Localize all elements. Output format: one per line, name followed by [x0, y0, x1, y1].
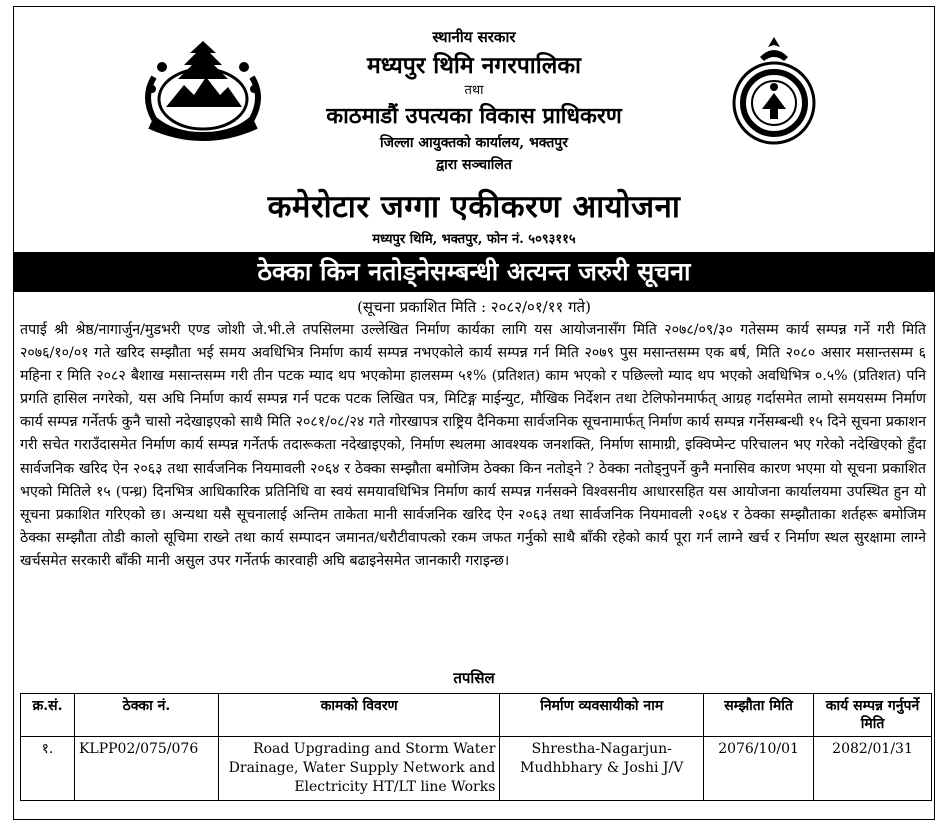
- table-header-row: [21, 694, 932, 737]
- notice-banner: ठेक्का किन नतोड्नेसम्बन्धी अत्यन्त जरुरी सूचना: [14, 252, 934, 292]
- local-government-label: स्थानीय सरकार: [432, 28, 516, 46]
- municipality-name: मध्यपुर थिमि नगरपालिका: [367, 52, 581, 79]
- district-office-name: जिल्ला आयुक्तको कार्यालय, भक्तपुर: [380, 135, 568, 151]
- conjunction-label: तथा: [464, 83, 484, 98]
- col-header-sn: क्र.सं.: [21, 694, 75, 737]
- cell-agreement-date: 2076/10/01: [704, 737, 814, 801]
- operated-by-label: द्वारा सञ्चालित: [436, 157, 512, 173]
- contract-table: [20, 693, 932, 801]
- col-header-agreement-date: सम्झौता मिति: [704, 694, 814, 737]
- table-row: [21, 737, 932, 801]
- col-header-completion-date: कार्य सम्पन्न गर्नुपर्ने मिति: [814, 694, 932, 737]
- cell-completion-date: 2082/01/31: [814, 737, 932, 801]
- notice-frame: [13, 6, 935, 820]
- project-title: कमेरोटार जग्गा एकीकरण आयोजना: [267, 189, 681, 225]
- cell-contractor: Shrestha-Nagarjun-Mudhbhary & Joshi J/V: [500, 737, 704, 801]
- notice-body: तपाई श्री श्रेष्ठ/नागार्जुन/मुडभरी एण्ड जोशी जे.भी.ले तपसिलमा उल्लेखित निर्माण कार्यका लागि यस आयोजनासँग मिति २०७८/०९/३० गतेसम्म कार्य सम्पन्न गर्ने गरी मिति २०७६/१०/०१ गते खरिद सम्झौता भई समय अवधिभित्र निर्माण कार्य सम्पन्न नभएकोले कार्य सम्पन्न गर्न मिति २०७९ पुस मसान्तसम्म एक बर्ष, मिति २०८० असार मसान्तसम्म ६ महिना र मिति २०८२ बैशाख मसान्तसम्म गरी तीन पटक म्याद थप भएकोमा हालसम्म ५१% (प्रतिशत) काम भएको र पछिल्लो म्याद थप भएको अवधिभित्र ०.५% (प्रतिशत) पनि प्रगति हासिल नगरेको, यस अघि निर्माण कार्य सम्पन्न गर्न पटक पटक लिखित पत्र, मिटिङ्ग माईन्युट, मौखिक निर्देशन तथा टेलिफोनमार्फत् आग्रह गर्दासमेत लामो समयसम्म निर्माण कार्य सम्पन्न गर्नेतर्फ कुनै चासो नदेखाइएको साथै मिति २०८१/०८/२४ गते गोरखापत्र राष्ट्रिय दैनिकमा सार्वजनिक सूचनामार्फत् निर्माण कार्य सम्पन्न गर्नेसम्बन्धी १५ दिने सूचना प्रकाशन गरी सचेत गराउँदासमेत निर्माण कार्य सम्पन्न गर्नेतर्फ तदारूकता नदेखाइएको, निर्माण स्थलमा आवश्यक जनशक्ति, निर्माण सामाग्री, इक्विप्मेन्ट परिचालन भए गरेको नदेखिएको हुँदा सार्वजनिक खरिद ऐन २०६३ तथा सार्वजनिक नियमावली २०६४ र ठेक्का सम्झौता बमोजिम ठेक्का किन नतोड्ने ? ठेक्का नतोड्नुपर्ने कुनै मनासिव कारण भएमा यो सूचना प्रकाशित भएको मितिले १५ (पन्ध्र) दिनभित्र आधिकारिक प्रतिनिधि वा स्वयं समयावधिभित्र निर्माण कार्य सम्पन्न गर्नसक्ने विश्वसनीय आधारसहित यस आयोजना कार्यालयमा उपस्थित हुन यो सूचना प्रकाशित गरिएको छ। अन्यथा यसै सूचनालाई अन्तिम ताकेता मानी सार्वजनिक खरिद ऐन २०६३ तथा सार्वजनिक नियमावली २०६४ र ठेक्का सम्झौताका शर्तहरू बमोजिम ठेक्का सम्झौता तोडी कालो सूचिमा राख्ने तथा कार्य सम्पादन जमानत/धरौटीवापत्को रकम जफत गर्नुको साथै बाँकी रहेको कार्य पूरा गर्न लाग्ने खर्च र निर्माण स्थल सुरक्षामा लाग्ने खर्चसमेत सरकारी बाँकी मानी असुल उपर गर्नेतर्फ कारवाही अघि बढाइनेसमेत जानकारी गराइन्छ।: [20, 322, 926, 569]
- publication-date: (सूचना प्रकाशित मिति : २०८२/०१/११ गते): [357, 298, 591, 316]
- madhyapur-thimi-municipality-seal-icon: [726, 35, 822, 147]
- tapsil-heading: तपसिल: [453, 669, 495, 687]
- cell-sn: १.: [21, 737, 75, 801]
- col-header-contract-no: ठेक्का नं.: [74, 694, 218, 737]
- authority-name: काठमाडौं उपत्यका विकास प्राधिकरण: [326, 103, 622, 129]
- col-header-description: कामको विवरण: [218, 694, 499, 737]
- cell-contract-no: KLPP02/075/076: [74, 737, 218, 801]
- col-header-contractor: निर्माण व्यवसायीको नाम: [500, 694, 704, 737]
- notice-header: [14, 7, 934, 252]
- project-address: मध्यपुर थिमि, भक्तपुर, फोन नं. ५०९३११५: [372, 232, 576, 247]
- cell-description: Road Upgrading and Storm Water Drainage, Water Supply Network and Electricity HT/LT line Works: [218, 737, 499, 801]
